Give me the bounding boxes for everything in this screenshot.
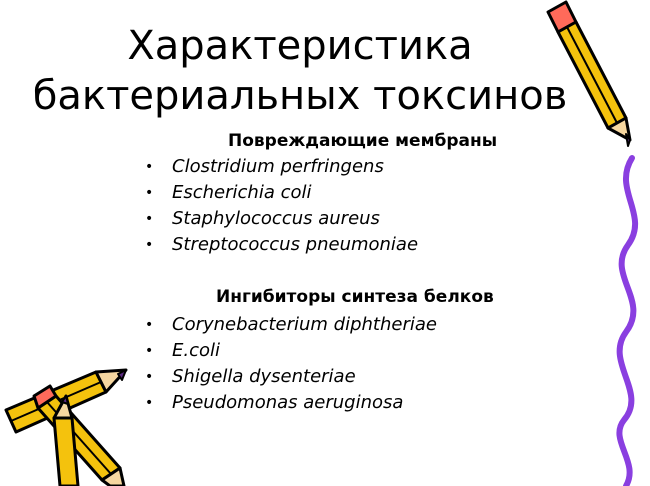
list-item: [145, 338, 437, 364]
bullet-icon: •: [145, 159, 154, 175]
section-heading-membrane-damaging: Повреждающие мембраны: [228, 131, 498, 151]
list-item: [145, 390, 437, 416]
list-item-text: Pseudomonas aeruginosa: [172, 392, 404, 413]
list-item-text: Staphylococcus aureus: [172, 208, 380, 229]
slide-title-line-2: бактериальных токсинов: [32, 73, 568, 119]
slide-title-line-1: Характеристика: [127, 23, 473, 69]
list-item: [145, 206, 418, 232]
list-item: [145, 154, 418, 180]
bullet-list-protein-synthesis-inhibitors: [145, 312, 437, 416]
section-heading-protein-synthesis-inhibitors: Ингибиторы синтеза белков: [216, 287, 494, 307]
bullet-icon: •: [145, 343, 154, 359]
list-item-text: Escherichia coli: [172, 182, 312, 203]
list-item: [145, 180, 418, 206]
bullet-list-membrane-damaging: [145, 154, 418, 258]
bullet-icon: •: [145, 211, 154, 227]
list-item-text: Corynebacterium diphtheriae: [172, 314, 437, 335]
list-item-text: Streptococcus pneumoniae: [172, 234, 419, 255]
bullet-icon: •: [145, 395, 154, 411]
bullet-icon: •: [145, 317, 154, 333]
list-item-text: E.coli: [172, 340, 221, 361]
bullet-icon: •: [145, 237, 154, 253]
bullet-icon: •: [145, 185, 154, 201]
list-item: [145, 364, 437, 390]
list-item-text: Shigella dysenteriae: [172, 366, 356, 387]
list-item: [145, 312, 437, 338]
bullet-icon: •: [145, 369, 154, 385]
list-item: [145, 232, 418, 258]
list-item-text: Clostridium perfringens: [172, 156, 384, 177]
